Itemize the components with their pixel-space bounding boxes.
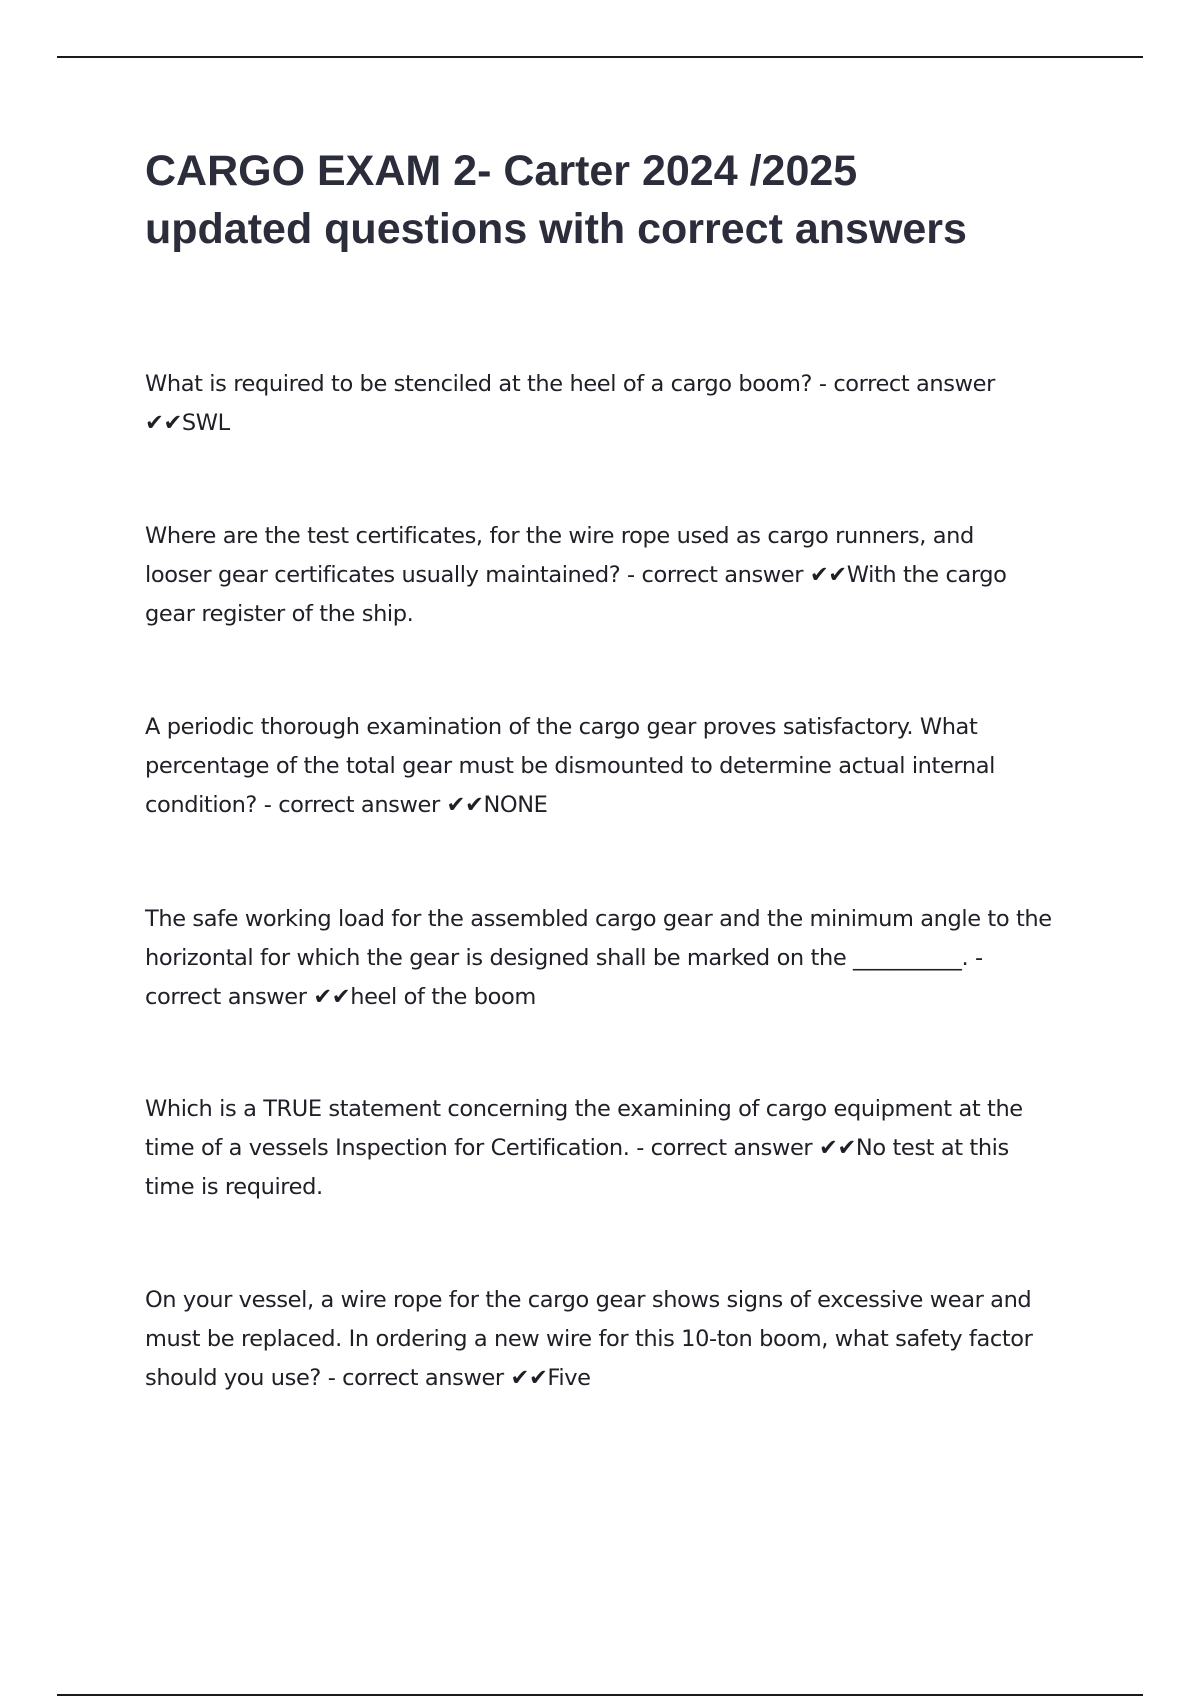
text-line: time of a vessels Inspection for Certification. - correct answer ✔✔No test at this [145,1135,1009,1161]
text-line: What is required to be stenciled at the heel of a cargo boom? - correct answer [145,371,995,397]
question-answer-5 [145,1090,1105,1207]
text-line: Where are the test certificates, for the wire rope used as cargo runners, and [145,523,974,549]
text-line: must be replaced. In ordering a new wire for this 10-ton boom, what safety factor [145,1326,1033,1352]
text-line: The safe working load for the assembled cargo gear and the minimum angle to the [145,906,1052,932]
text-line: horizontal for which the gear is designed shall be marked on the __________. - [145,945,983,971]
text-line: looser gear certificates usually maintained? - correct answer ✔✔With the cargo [145,562,1007,588]
bottom-divider [57,1694,1143,1696]
question-answer-1 [145,365,1105,443]
title-line: updated questions with correct answers [145,205,967,253]
question-answer-4 [145,900,1105,1017]
text-line: A periodic thorough examination of the cargo gear proves satisfactory. What [145,714,978,740]
title-line: CARGO EXAM 2- Carter 2024 /2025 [145,147,858,195]
question-answer-3 [145,708,1105,825]
text-line: percentage of the total gear must be dismounted to determine actual internal [145,753,995,779]
text-line: ✔✔SWL [145,410,230,436]
question-answer-6 [145,1281,1105,1398]
text-line: Which is a TRUE statement concerning the examining of cargo equipment at the [145,1096,1023,1122]
text-line: condition? - correct answer ✔✔NONE [145,792,548,818]
text-line: time is required. [145,1174,323,1200]
text-line: gear register of the ship. [145,601,414,627]
text-line: On your vessel, a wire rope for the cargo gear shows signs of excessive wear and [145,1287,1032,1313]
top-divider [57,56,1143,58]
page-title [145,142,1125,258]
question-answer-2 [145,517,1105,634]
text-line: correct answer ✔✔heel of the boom [145,984,536,1010]
text-line: should you use? - correct answer ✔✔Five [145,1365,591,1391]
